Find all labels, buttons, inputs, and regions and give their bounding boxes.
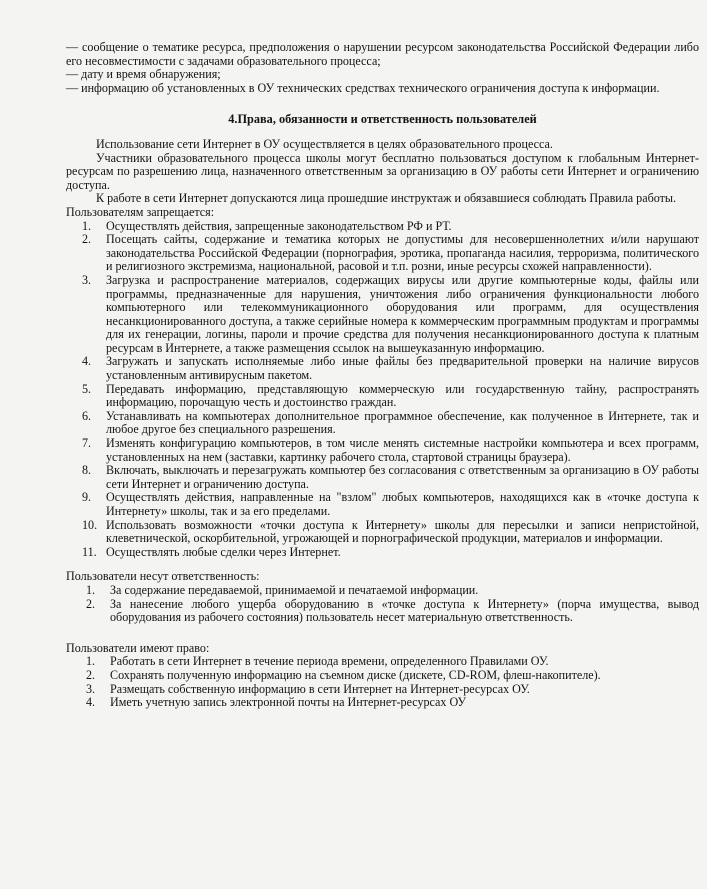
list-item bbox=[66, 383, 699, 410]
item-number: 3. bbox=[86, 681, 96, 696]
prohibited-list bbox=[66, 220, 699, 560]
section-title: 4.Права, обязанности и ответственность пользователей bbox=[228, 112, 537, 127]
list-item bbox=[66, 669, 699, 683]
item-text: Иметь учетную запись электронной почты на Интернет-ресурсах ОУ bbox=[110, 695, 467, 710]
item-text: Осуществлять действия, направленные на "взлом" любых компьютеров, находящихся как в «точке доступа к Интернету» школы, так и за его пределами. bbox=[106, 490, 699, 518]
list-item bbox=[66, 233, 699, 274]
list-item bbox=[66, 355, 699, 382]
item-text: Изменять конфигурацию компьютеров, в том числе менять системные настройки компьютера и всех программ, установленных на нем (заставки, картинку рабочего стола, стартовой страницы браузера). bbox=[106, 436, 699, 464]
intro-item: — сообщение о тематике ресурса, предположения о нарушении ресурсом законодательства Российской Федерации либо его несовместимости с задачами образовательного процесса; bbox=[66, 40, 699, 68]
item-number: 10. bbox=[82, 517, 98, 532]
list-item bbox=[66, 655, 699, 669]
list-item bbox=[66, 274, 699, 356]
item-text: Загружать и запускать исполняемые либо иные файлы без предварительной проверки на наличие вирусов установленным антивирусным пакетом. bbox=[106, 354, 699, 383]
item-text: За содержание передаваемой, принимаемой и печатаемой информации. bbox=[110, 582, 479, 597]
item-number: 6. bbox=[82, 408, 92, 423]
item-number: 4. bbox=[86, 695, 96, 710]
item-number: 1. bbox=[86, 582, 96, 597]
item-text: Осуществлять любые сделки через Интернет. bbox=[106, 544, 341, 559]
list-item bbox=[66, 546, 699, 560]
document-body bbox=[66, 41, 699, 710]
list-item bbox=[66, 410, 699, 437]
responsibility-list bbox=[66, 584, 699, 625]
list-item bbox=[66, 683, 699, 697]
list-item bbox=[66, 491, 699, 518]
item-number: 1. bbox=[82, 218, 92, 233]
intro-item: — информацию об установленных в ОУ технических средствах технического ограничения доступа к информации. bbox=[66, 80, 660, 95]
item-number: 1. bbox=[86, 654, 96, 669]
item-number: 11. bbox=[82, 544, 97, 559]
item-number: 4. bbox=[82, 354, 92, 369]
responsibility-title: Пользователи несут ответственность: bbox=[66, 569, 260, 584]
list-item bbox=[66, 598, 699, 625]
item-number: 2. bbox=[82, 232, 92, 247]
prohibited-title: Пользователям запрещается: bbox=[66, 204, 215, 219]
paragraph: Участники образовательного процесса школы могут бесплатно пользоваться доступом к глобальным Интернет-ресурсам по разрешению лица, назначенного ответственным за организацию в ОУ работы сети Интернет и ограничению доступа. bbox=[66, 150, 699, 192]
item-number: 5. bbox=[82, 381, 92, 396]
item-number: 3. bbox=[82, 272, 92, 287]
item-text: Размещать собственную информацию в сети Интернет на Интернет-ресурсах ОУ. bbox=[110, 681, 530, 696]
item-text: Загрузка и распространение материалов, содержащих вирусы или другие компьютерные коды, файлы или программы, предназначенные для нарушения, уничтожения либо ограничения функциональности любого компьютерного или телекоммуникационного оборудования или программ, для осуществления несанкционированного доступа, а также серийные номера к коммерческим программным продуктам и программы для их генерации, логины, пароли и прочие средства для получения несанкционированного доступа к платным ресурсам в Интернете, а также размещения ссылок на вышеуказанную информацию. bbox=[106, 272, 699, 355]
list-item bbox=[66, 464, 699, 491]
item-text: Передавать информацию, представляющую коммерческую или государственную тайну, распространять информацию, порочащую честь и достоинство граждан. bbox=[106, 381, 699, 410]
item-number: 9. bbox=[82, 490, 92, 505]
item-text: Сохранять полученную информацию на съемном диске (дискете, CD-ROM, флеш-накопителе). bbox=[110, 667, 601, 682]
rights-list bbox=[66, 655, 699, 709]
item-text: Устанавливать на компьютерах дополнительное программное обеспечение, как полученное в Интернете, так и любое другое без специального разрешения. bbox=[106, 408, 699, 437]
item-number: 7. bbox=[82, 436, 92, 451]
item-text: За нанесение любого ущерба оборудованию в «точке доступа к Интернету» (порча имущества, вывод оборудования из рабочего состояния) пользователь несет материальную ответственность. bbox=[110, 596, 699, 625]
list-item bbox=[66, 584, 699, 598]
item-text: Включать, выключать и перезагружать компьютер без согласования с ответственным за организацию в ОУ работы сети Интернет и ограничению доступа. bbox=[106, 463, 699, 491]
item-number: 8. bbox=[82, 463, 92, 478]
paragraph: Использование сети Интернет в ОУ осуществляется в целях образовательного процесса. bbox=[96, 136, 553, 151]
list-item bbox=[66, 220, 699, 234]
list-item bbox=[66, 437, 699, 464]
paragraph: К работе в сети Интернет допускаются лица прошедшие инструктаж и обязавшиеся соблюдать Правила работы. bbox=[96, 191, 677, 206]
rights-title: Пользователи имеют право: bbox=[66, 640, 210, 655]
item-number: 2. bbox=[86, 667, 96, 682]
item-text: Посещать сайты, содержание и тематика которых не допустимы для несовершеннолетних и/или нарушают законодательства Российской Федерации (порнография, эротика, пропаганда насилия, терроризма, политического и религиозного экстремизма, национальной, расовой и т.п. розни, иные ресурсы схожей направленности). bbox=[106, 232, 699, 274]
list-item bbox=[66, 696, 699, 710]
intro-item: — дату и время обнаружения; bbox=[66, 67, 221, 82]
item-number: 2. bbox=[86, 596, 96, 611]
item-text: Использовать возможности «точки доступа к Интернету» школы для пересылки и записи непристойной, клеветнической, оскорбительной, угрожающей и порнографической продукции, материалов и информации. bbox=[106, 517, 699, 546]
item-text: Осуществлять действия, запрещенные законодательством РФ и РТ. bbox=[106, 218, 452, 233]
list-item bbox=[66, 519, 699, 546]
item-text: Работать в сети Интернет в течение периода времени, определенного Правилами ОУ. bbox=[110, 654, 549, 669]
